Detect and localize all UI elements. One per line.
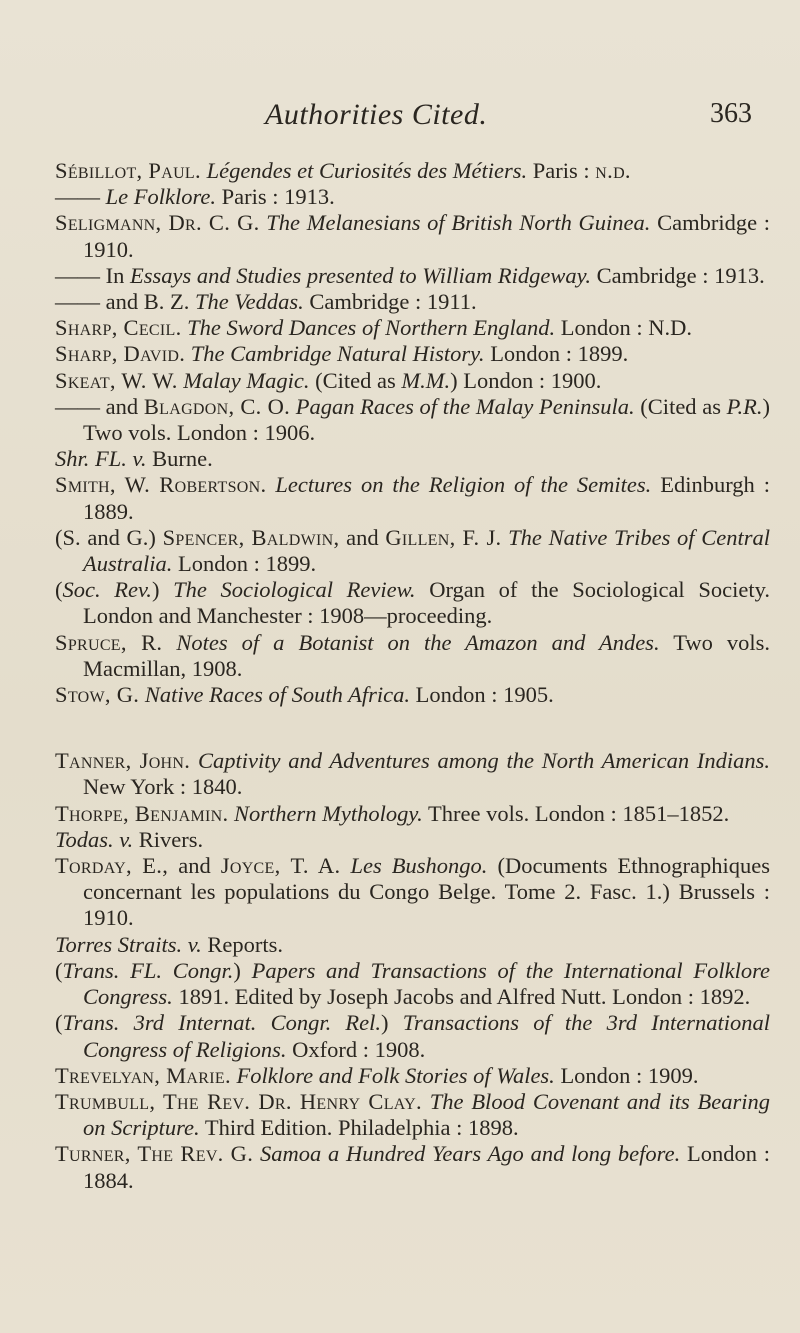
bibliography-entry [55,446,770,472]
entry-author: Sébillot, Paul. [55,158,201,183]
entry-title: Samoa a Hundred Years Ago and long before. [259,1141,681,1167]
bibliography-entry [55,158,770,184]
entry-author: Turner, The Rev. G. [55,1141,254,1167]
entry-title: Trans. FL. Congr. [62,957,234,983]
entry-author: Spruce, R. [55,629,163,655]
bibliography-entry [55,1089,770,1141]
entry-text: London : N.D. [555,315,692,341]
entry-text: Two vols. Macmillan, 1908. [83,629,771,681]
entry-author: Thorpe, Benjamin. [55,800,229,826]
entry-title: Les Bushongo. [350,853,488,879]
entry-title: Todas. [55,826,114,852]
entry-author: Spencer, Baldwin, [162,524,340,550]
entry-text [422,1089,430,1114]
entry-author: Torday, E., [55,853,169,879]
entry-title: The Blood Covenant and its Bearing on Scripture. [83,1088,771,1141]
entry-text: (Documents Ethnographiques concernant les populations du Congo Belge. Tome 2. Fasc. 1.) Brussels : 1910. [83,853,770,931]
entry-title: Lectures on the Religion of the Semites. [275,472,652,498]
bibliography-entry [55,682,770,708]
entry-text: (S. and G.) [55,524,163,550]
entry-text [253,1141,260,1166]
entry-text: and [168,853,221,879]
entry-author: Tanner, John. [55,748,191,774]
bibliography-entry [55,1141,770,1193]
entry-text: ) Two vols. London : 1906. [83,393,770,446]
entry-author: n.d. [595,158,631,183]
bibliography-entry [55,801,770,827]
entry-title: v. [119,826,134,852]
entry-text: London : 1909. [554,1062,699,1088]
entry-author: Sharp, Cecil. [55,315,182,341]
entry-text: and [339,524,386,550]
entry-text: London : 1899. [484,341,629,367]
entry-text: Rivers. [133,826,204,852]
entry-text: Organ of the Sociological Society. London and Manchester : 1908—proceeding. [83,577,770,629]
entry-author: Blagdon, C. O. [143,393,291,419]
entry-text: ( [55,577,63,603]
entry-text: Third Edition. Philadelphia : 1898. [199,1115,519,1141]
entry-text: Paris : [527,158,596,183]
entry-title: Native Races of South Africa. [144,682,410,708]
entry-author: Trevelyan, Marie. [55,1062,231,1088]
entry-text: —— and B. Z. [55,289,195,315]
bibliography-entry [55,315,770,341]
entry-text: —— In [55,262,130,288]
entry-text: (Cited as [634,393,727,419]
entry-title: Le Folklore. [105,184,217,210]
running-head-title: Authorities Cited. [265,98,488,131]
entry-title: Légendes et Curiosités des Métiers. [206,158,528,183]
entry-title: Captivity and Adventures among the North American Indians. [197,748,771,774]
entry-text: London : 1905. [409,682,554,708]
bibliography-entry [55,289,770,315]
bibliography-entry [55,394,770,446]
entry-author: Smith, W. Robertson. [55,472,267,498]
entry-title: The Melanesians of British North Guinea. [266,210,651,236]
entry-title: Shr. FL. [55,446,127,472]
entry-title: Papers and Transactions of the International Folklore Congress. [83,957,771,1010]
bibliography-entry [55,932,770,958]
entry-author: Seligmann, Dr. C. G. [55,210,260,236]
entry-text: Edinburgh : 1889. [83,472,771,524]
entry-title: v. [187,931,202,957]
bibliography-entry [55,958,770,1010]
entry-text: ) [233,957,252,983]
entry-text [340,853,350,878]
entry-text: Cambridge : 1910. [83,210,771,262]
entry-title: Malay Magic. [183,367,310,393]
bibliography-entry [55,853,770,932]
entry-text: —— [55,184,106,210]
entry-title: Northern Mythology. [234,800,423,826]
entry-title: Pagan Races of the Malay Peninsula. [295,393,635,419]
entry-author: Stow, G. [55,682,140,708]
bibliography-list [55,158,770,1194]
entry-title: Soc. Rev. [62,577,152,603]
bibliography-entry [55,210,770,262]
bibliography-entry [55,368,770,394]
entry-title: The Cambridge Natural History. [190,341,485,367]
entry-text: ( [55,1010,63,1036]
entry-title: The Sword Dances of Northern England. [187,315,556,341]
bibliography-entry [55,748,770,800]
entry-text: New York : 1840. [83,774,243,800]
entry-text: Three vols. London : 1851–1852. [422,800,730,826]
bibliography-entry [55,341,770,367]
entry-text: (Cited as [309,367,402,393]
entry-title: Notes of a Botanist on the Amazon and Andes. [176,629,660,655]
entry-text: ( [55,957,63,983]
entry-text: Cambridge : 1911. [303,289,477,315]
entry-title: The Veddas. [195,289,304,315]
entry-text: ) [151,577,174,603]
entry-title: The Sociological Review. [173,577,416,603]
entry-title: v. [132,446,147,472]
bibliography-entry [55,1063,770,1089]
entry-title: P.R. [726,393,763,419]
entry-title: Folklore and Folk Stories of Wales. [236,1062,555,1088]
entry-text: ) [381,1010,403,1036]
entry-author: Sharp, David. [55,341,186,367]
bibliography-entry [55,184,770,210]
bibliography-entry [55,1010,770,1062]
entry-text: Reports. [201,931,283,957]
running-head [0,98,800,138]
entry-text: ) London : 1900. [450,367,602,393]
entry-title: Torres Straits. [55,931,183,957]
bibliography-entry [55,827,770,853]
entry-title: Trans. 3rd Internat. Congr. Rel. [62,1010,382,1036]
entry-title: M.M. [401,367,451,393]
entry-text: London : 1899. [172,551,317,577]
entry-text: Oxford : 1908. [286,1036,426,1062]
entry-text [162,630,176,655]
entry-title: The Native Tribes of Central Australia. [83,524,770,577]
bibliography-entry [55,630,770,682]
entry-text: Cambridge : 1913. [591,262,765,288]
entry-text: Paris : 1913. [216,184,335,210]
bibliography-entry [55,472,770,524]
bibliography-entry [55,577,770,629]
bibliography-entry [55,525,770,577]
entry-author: Skeat, W. W. [55,367,178,393]
entry-title: Transactions of the 3rd International Congress of Religions. [83,1010,770,1062]
bibliography-entry [55,263,770,289]
entry-text: Burne. [146,446,213,472]
entry-author: Joyce, T. A. [220,853,341,879]
entry-text: —— and [55,393,144,419]
entry-author: Trumbull, The Rev. Dr. Henry Clay. [55,1088,422,1114]
entry-text: London : 1884. [83,1141,771,1193]
entry-author: Gillen, F. J. [385,524,502,550]
entry-title: Essays and Studies presented to William Ridgeway. [130,262,591,288]
entry-text: 1891. Edited by Joseph Jacobs and Alfred Nutt. London : 1892. [172,984,751,1010]
page-number: 363 [710,98,752,129]
entry-text [190,748,198,773]
